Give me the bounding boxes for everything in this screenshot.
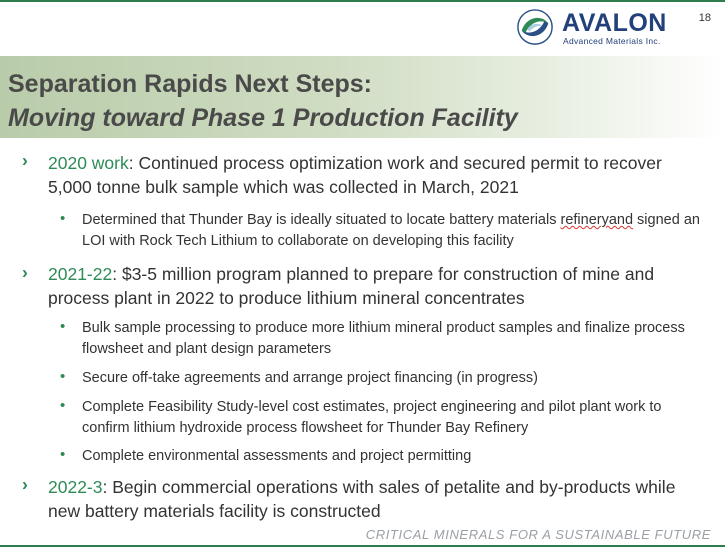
sub-list-item [82,210,712,252]
company-logo [516,8,686,48]
logo-subtitle: Advanced Materials Inc. [563,36,661,46]
level2-marker: • [60,397,66,414]
level1-marker: › [22,474,28,494]
footer-rule [0,545,725,547]
flagged-word: refineryand [560,212,634,228]
sub-item-text: signed an LOI with Rock Tech Lithium to collaborate on developing this facility [82,212,700,249]
sub-item-text: Determined that Thunder Bay is ideally situated to locate battery materials [82,212,561,228]
footer-tagline: CRITICAL MINERALS FOR A SUSTAINABLE FUTURE [365,527,711,542]
sub-list-item: Bulk sample processing to produce more lithium mineral product samples and finalize process flowsheet and plant design parameters [82,320,685,357]
slide-subtitle: Moving toward Phase 1 Production Facility [8,104,518,132]
item-lead: 2022-3 [48,477,103,497]
logo-name: AVALON [562,9,667,37]
avalon-swirl-icon [516,8,554,46]
sub-list-item: Complete environmental assessments and project permitting [82,448,472,464]
top-rule [0,0,725,2]
sub-list-item: Complete Feasibility Study-level cost estimates, project engineering and pilot plant work to confirm lithium hydroxide process flowsheet for Thunder Bay Refinery [82,399,662,436]
item-lead: 2020 work [48,153,129,173]
page-number: 18 [698,12,711,24]
list-item [48,475,708,523]
level2-marker: • [60,446,66,463]
level1-marker: › [22,262,28,282]
level2-marker: • [60,318,66,335]
item-lead: 2021-22 [48,264,113,284]
sub-list-item: Secure off-take agreements and arrange project financing (in progress) [82,370,538,386]
level1-marker: › [22,150,28,170]
list-item [48,151,708,199]
list-item [48,262,708,310]
item-text: : Continued process optimization work and secured permit to recover 5,000 tonne bulk sample which was collected in March, 2021 [48,153,662,197]
level2-marker: • [60,210,66,227]
level2-marker: • [60,368,66,385]
item-text: : $3-5 million program planned to prepare for construction of mine and process plant in 2022 to produce lithium mineral concentrates [48,264,655,308]
item-text: : Begin commercial operations with sales of petalite and by-products while new battery materials facility is constructed [48,477,676,521]
slide-title: Separation Rapids Next Steps: [8,70,372,98]
